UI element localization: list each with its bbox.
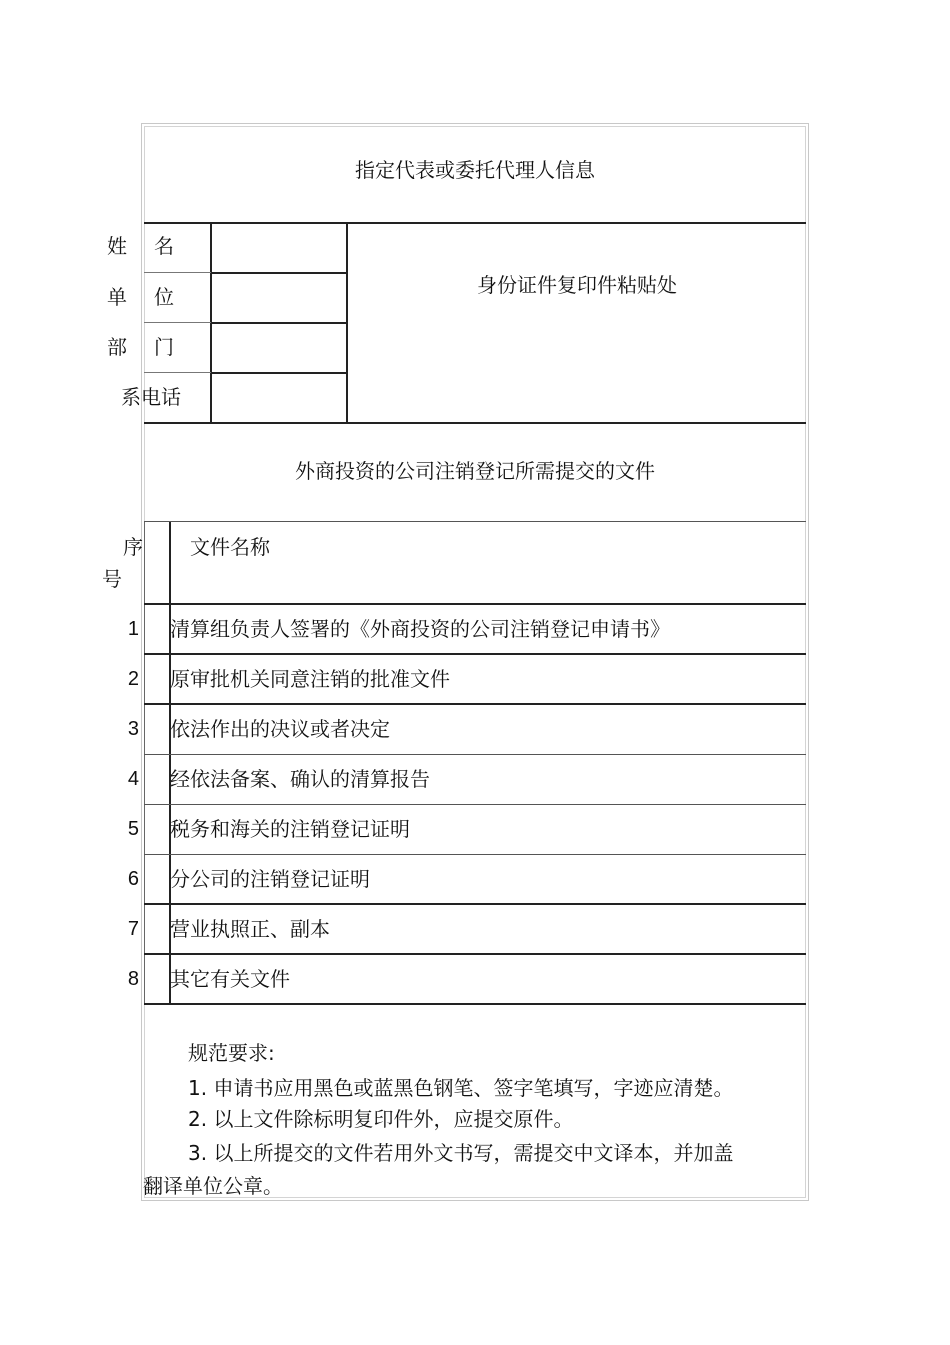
field-label-name-a: 姓 [107, 234, 127, 258]
doc-name: 营业执照正、副本 [170, 917, 330, 941]
header-seq-b: 号 [102, 567, 122, 591]
rule-after-section2-title [144, 521, 806, 522]
label-row-divider-2 [144, 322, 211, 323]
doc-row-rule-2 [144, 703, 806, 705]
doc-name: 税务和海关的注销登记证明 [170, 817, 410, 841]
doc-name: 原审批机关同意注销的批准文件 [170, 667, 450, 691]
field-label-unit-a: 单 [107, 285, 127, 309]
doc-name: 其它有关文件 [170, 967, 290, 991]
rule-after-info-block [144, 422, 806, 424]
doc-row-rule-0 [144, 603, 806, 605]
label-row-divider-3 [144, 372, 211, 373]
requirement-item: 3. 以上所提交的文件若用外文书写，需提交中文译本，并加盖 [188, 1141, 734, 1165]
requirement-continuation: 翻译单位公章。 [143, 1174, 283, 1198]
department-field[interactable] [212, 324, 345, 371]
doc-number: 3 [127, 718, 139, 740]
doc-name: 经依法备案、确认的清算报告 [170, 767, 430, 791]
unit-field[interactable] [212, 274, 345, 321]
field-label-name-b: 名 [154, 234, 174, 258]
field-label-unit-b: 位 [154, 285, 174, 309]
header-doc-name: 文件名称 [190, 535, 270, 559]
doc-number: 7 [127, 918, 139, 940]
doc-row-rule-6 [144, 903, 806, 905]
doc-number: 8 [127, 968, 139, 990]
doc-name: 依法作出的决议或者决定 [170, 717, 390, 741]
header-seq-a: 序 [123, 535, 143, 559]
doc-name: 清算组负责人签署的《外商投资的公司注销登记申请书》 [170, 617, 670, 641]
doc-number: 5 [127, 818, 139, 840]
doc-number: 1 [127, 618, 139, 640]
doc-row-rule-4 [144, 804, 806, 805]
doc-row-rule-1 [144, 653, 806, 655]
field-label-phone-b: 系电话 [121, 385, 181, 409]
section1-title: 指定代表或委托代理人信息 [355, 158, 595, 182]
requirement-item: 2. 以上文件除标明复印件外，应提交原件。 [188, 1107, 574, 1131]
field-label-dept-b: 门 [154, 335, 174, 359]
doc-row-rule-7 [144, 953, 806, 955]
table-left-edge [144, 522, 145, 1004]
name-field[interactable] [212, 224, 345, 271]
section2-title: 外商投资的公司注销登记所需提交的文件 [295, 459, 655, 483]
requirement-item: 1. 申请书应用黑色或蓝黑色钢笔、签字笔填写，字迹应清楚。 [188, 1076, 734, 1100]
doc-name: 分公司的注销登记证明 [170, 867, 370, 891]
label-row-divider-1 [144, 272, 211, 273]
doc-number: 4 [127, 768, 139, 790]
id-copy-area-label: 身份证件复印件粘贴处 [477, 273, 677, 297]
doc-row-rule-3 [144, 754, 806, 755]
doc-number: 2 [127, 668, 139, 690]
doc-row-rule-5 [144, 854, 806, 855]
doc-number: 6 [127, 868, 139, 890]
field-label-dept-a: 部 [107, 335, 127, 359]
doc-row-rule-8 [144, 1003, 806, 1005]
requirements-title: 规范要求: [188, 1041, 275, 1065]
phone-field[interactable] [212, 374, 345, 421]
